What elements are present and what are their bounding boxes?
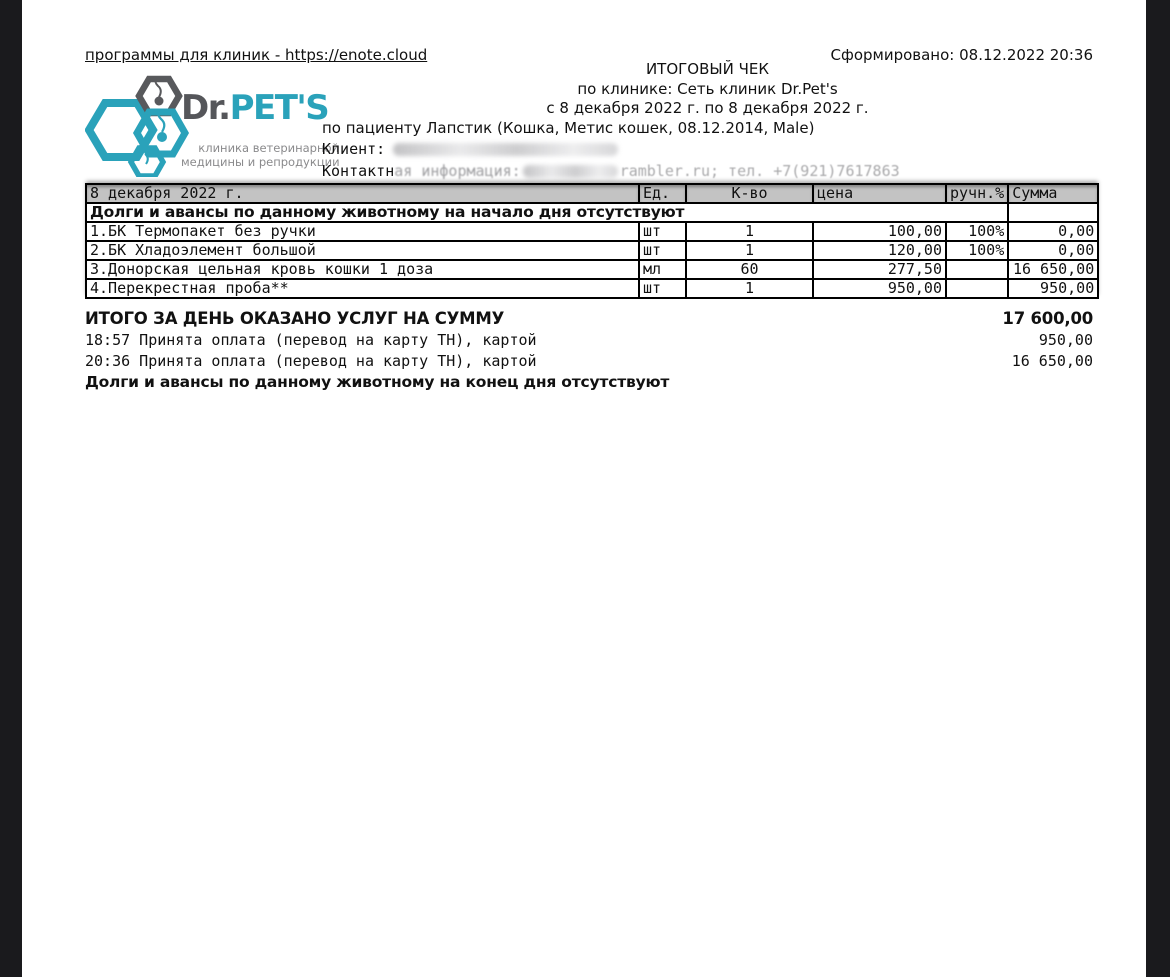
client-line <box>322 140 618 158</box>
tagline-line2: медицины и репродукции <box>181 154 340 169</box>
col-sum: Сумма <box>1008 184 1098 203</box>
brand-prefix: Dr. <box>181 88 230 128</box>
item-qty: 1 <box>686 241 813 260</box>
opening-note-row <box>86 203 1098 222</box>
redacted-client-name <box>393 143 618 156</box>
table-row <box>86 241 1098 260</box>
item-name: 2.БК Хладоэлемент большой <box>86 241 639 260</box>
col-unit: Ед. <box>639 184 686 203</box>
item-manual-pct: 100% <box>946 241 1008 260</box>
payment-row <box>85 351 1093 372</box>
payment-row <box>85 330 1093 351</box>
item-sum: 0,00 <box>1008 222 1098 241</box>
brand-main: PET'S <box>229 88 329 128</box>
table-row <box>86 222 1098 241</box>
table-row <box>86 279 1098 298</box>
clinic-line: по клинике: Сеть клиник Dr.Pet's <box>577 79 838 98</box>
client-label: Клиент: <box>322 140 386 158</box>
item-sum: 0,00 <box>1008 241 1098 260</box>
redacted-email <box>523 165 618 178</box>
opening-note: Долги и авансы по данному животному на начало дня отсутствуют <box>86 203 1008 222</box>
total-label: ИТОГО ЗА ДЕНЬ ОКАЗАНО УСЛУГ НА СУММУ <box>85 309 505 328</box>
brand-tagline <box>181 142 339 169</box>
total-value: 17 600,00 <box>1002 309 1093 328</box>
item-name: 1.БК Термопакет без ручки <box>86 222 639 241</box>
generated-timestamp: Сформировано: 08.12.2022 20:36 <box>830 46 1093 64</box>
payment-amount: 950,00 <box>1038 331 1093 349</box>
viewer-right-gutter <box>1146 0 1170 977</box>
item-sum: 950,00 <box>1008 279 1098 298</box>
item-manual-pct <box>946 260 1008 279</box>
receipt-header <box>322 60 1093 119</box>
item-qty: 1 <box>686 222 813 241</box>
total-row <box>85 309 1093 330</box>
item-sum: 16 650,00 <box>1008 260 1098 279</box>
item-qty: 1 <box>686 279 813 298</box>
table-row <box>86 260 1098 279</box>
contact-label-prefix: Контактн <box>322 162 395 180</box>
col-date: 8 декабря 2022 г. <box>86 184 639 203</box>
item-unit: шт <box>639 241 686 260</box>
contact-tail-faded: rambler.ru; тел. +7(921)7617863 <box>619 162 900 180</box>
payment-amount: 16 650,00 <box>1011 352 1093 370</box>
item-name: 4.Перекрестная проба** <box>86 279 639 298</box>
item-manual-pct <box>946 279 1008 298</box>
item-price: 120,00 <box>813 241 946 260</box>
item-name: 3.Донорская цельная кровь кошки 1 доза <box>86 260 639 279</box>
item-qty: 60 <box>686 260 813 279</box>
viewer-left-gutter <box>0 0 22 977</box>
patient-line: по пациенту Лапстик (Кошка, Метис кошек, 08.12.2014, Male) <box>322 119 815 137</box>
item-price: 100,00 <box>813 222 946 241</box>
hexagons-logo-icon <box>85 72 195 177</box>
period-line: с 8 декабря 2022 г. по 8 декабря 2022 г. <box>546 99 869 117</box>
contact-line <box>322 162 900 180</box>
table-header-row <box>86 184 1098 203</box>
payment-text: 18:57 Принята оплата (перевод на карту ТН), картой <box>85 331 537 349</box>
services-table <box>85 183 1099 299</box>
brand-wordmark <box>181 88 328 128</box>
contact-label-faded: ая информация: <box>394 162 521 180</box>
item-manual-pct: 100% <box>946 222 1008 241</box>
summary-block <box>85 309 1093 393</box>
item-price: 277,50 <box>813 260 946 279</box>
payment-text: 20:36 Принята оплата (перевод на карту ТН), картой <box>85 352 537 370</box>
clinic-logo <box>85 72 345 177</box>
item-unit: шт <box>639 279 686 298</box>
closing-note: Долги и авансы по данному животному на конец дня отсутствуют <box>85 373 670 391</box>
item-unit: шт <box>639 222 686 241</box>
col-price: цена <box>813 184 946 203</box>
enote-cloud-link[interactable]: программы для клиник - https://enote.cloud <box>85 46 428 64</box>
col-manual-pct: ручн.% <box>946 184 1008 203</box>
tagline-line1: клиника ветеринарной <box>198 141 339 155</box>
opening-note-empty-cell <box>1008 203 1098 222</box>
item-unit: мл <box>639 260 686 279</box>
col-qty: К-во <box>686 184 813 203</box>
receipt-title: ИТОГОВЫЙ ЧЕК <box>645 60 770 78</box>
item-price: 950,00 <box>813 279 946 298</box>
